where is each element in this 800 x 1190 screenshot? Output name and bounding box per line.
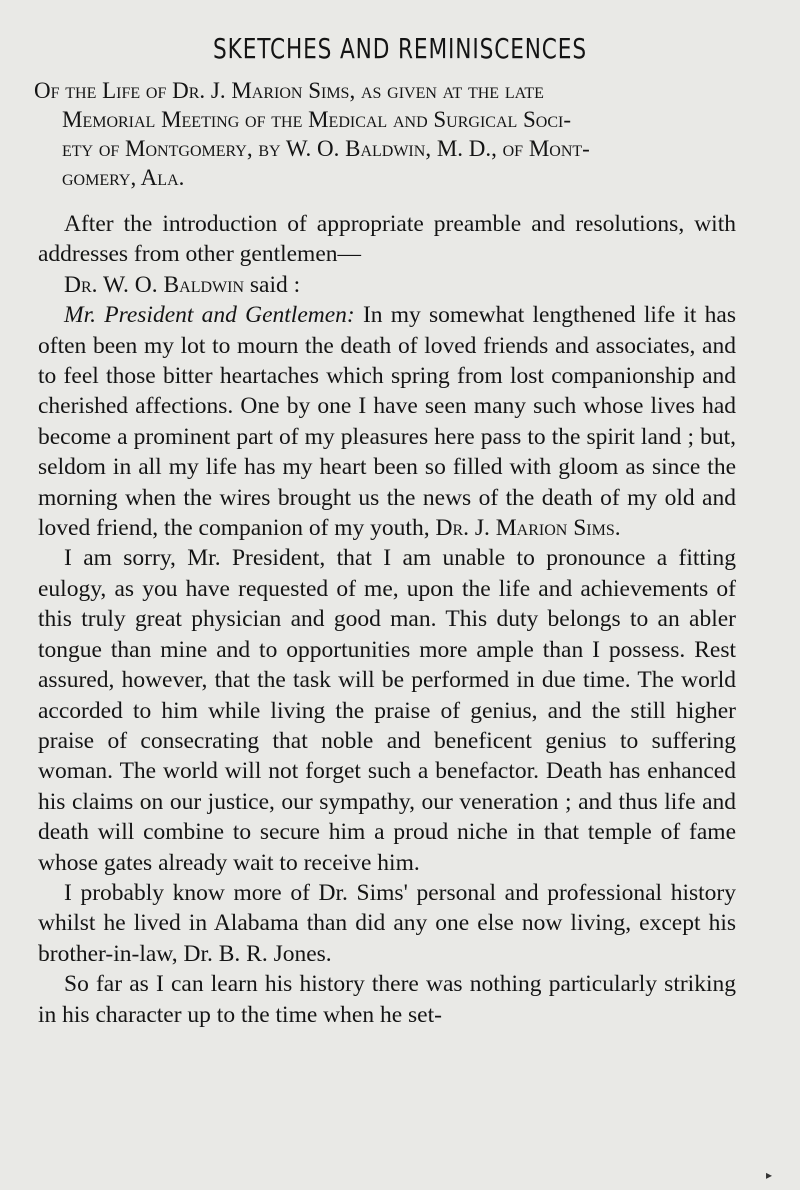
paragraph-2: I am sorry, Mr. President, that I am unable to pronounce a fitting eulogy, as you have requested of me, upon the life and achievements of this truly great physician and good man. This duty belongs to an abler tongue than mine and to opportunities more ample than I possess. Rest assured, however, that the task will be performed in due time. The world accorded to him while living the praise of genius, and the still higher praise of consecrating that noble and beneficent genius to suffering woman. The world will not forget such a benefactor. Death has enhanced his claims on our justice, our sympathy, our veneration ; and thus life and death will combine to secure him a proud niche in that temple of fame whose gates already wait to receive him. [38,545,736,876]
paragraph-3: I probably know more of Dr. Sims' personal and professional history whilst he lived in Alabama than did any one else now living, except his brother-in-law, Dr. B. R. Jones. [38,879,736,967]
subtitle [34,76,740,192]
page-corner-mark: ▸ [765,1168,772,1182]
paragraph-1 [38,300,736,543]
paragraph-1-name: Dr. J. Marion Sims. [435,515,621,542]
subtitle-line-3: ety of Montgomery, by W. O. Baldwin, M. D., of Mont- [62,136,590,161]
paragraph-4: So far as I can learn his history there was nothing particularly striking in his character up to the time when he set- [38,971,736,1028]
article-body [38,209,736,1030]
paragraph-1-text: In my somewhat lengthened life it has often been my lot to mourn the death of loved friends and associates, and to feel those bitter heartaches which spring from lost companionship and cherished affections. One by one I have seen many such whose lives had become a prominent part of my pleasures here pass to the spirit land ; but, seldom in all my life has my heart been so filled with gloom as since the morning when the wires brought us the news of the death of my old and loved friend, the companion of my youth, [38,302,736,542]
intro-paragraph: After the introduction of appropriate preamble and resolutions, with addresses from other gentlemen— [38,211,736,268]
speaker-said: said : [244,271,301,298]
speaker-name: Dr. W. O. Baldwin [64,271,245,298]
subtitle-line-1: Of the Life of Dr. J. Marion Sims, as given at the late [34,78,544,103]
speaker-line [38,270,736,300]
address-salutation: Mr. President and Gentlemen: [64,302,355,329]
page-title: SKETCHES AND REMINISCENCES [213,32,587,65]
subtitle-line-2: Memorial Meeting of the Medical and Surgical Soci- [62,107,572,132]
subtitle-line-4: gomery, Ala. [62,165,185,190]
